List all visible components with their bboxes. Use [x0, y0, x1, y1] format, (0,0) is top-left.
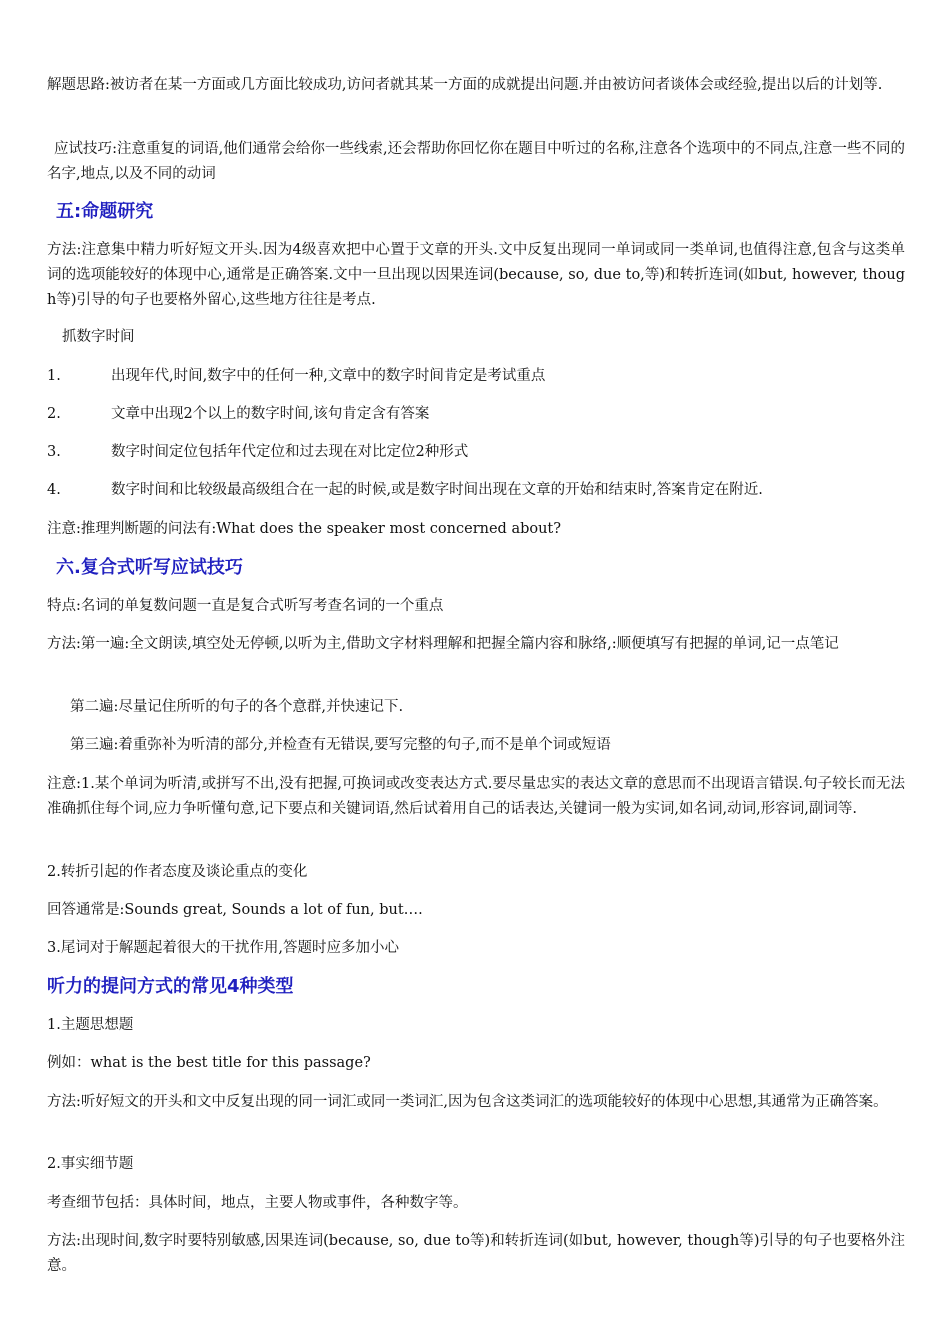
paragraph-note-2: 2.转折引起的作者态度及谈论重点的变化	[47, 864, 308, 880]
list-item-number: 1.	[47, 368, 61, 384]
list-item-number: 3.	[47, 444, 61, 460]
list-item-text: 数字时间定位包括年代定位和过去现在对比定位2种形式	[111, 444, 469, 460]
paragraph-type-2-method: 方法:出现时间,数字时要特别敏感,因果连词(because, so, due to等)和转折连词(如but, however, though等)引导的句子也要格外注意。	[47, 1233, 905, 1274]
paragraph-method-first-pass: 方法:第一遍:全文朗读,填空处无停顿,以听为主,借助文字材料理解和把握全篇内容和脉络,:顺便填写有把握的单词,记一点笔记	[47, 636, 839, 652]
list-item-text: 数字时间和比较级最高级组合在一起的时候,或是数字时间出现在文章的开始和结束时,答案肯定在附近.	[111, 482, 763, 498]
paragraph-note-3: 回答通常是:Sounds great, Sounds a lot of fun, but….	[47, 902, 423, 918]
paragraph-second-pass: 第二遍:尽量记住所听的句子的各个意群,并快速记下.	[70, 699, 404, 715]
paragraph-type-1-example: 例如：what is the best title for this passage?	[47, 1055, 371, 1071]
paragraph-test-tips: 应试技巧:注意重复的词语,他们通常会给你一些线索,还会帮助你回忆你在题目中听过的名称,注意各个选项中的不同点,注意一些不同的名字,地点,以及不同的动词	[47, 141, 905, 182]
list-item	[47, 402, 905, 427]
paragraph-note-inference: 注意:推理判断题的问法有:What does the speaker most concerned about?	[47, 521, 562, 537]
paragraph-third-pass: 第三遍:着重弥补为听清的部分,并检查有无错误,要写完整的句子,而不是单个词或短语	[70, 737, 611, 753]
list-item	[47, 364, 905, 389]
paragraph-note-1: 注意:1.某个单词为听清,或拼写不出,没有把握,可换词或改变表达方式.要尽量忠实的表达文章的意思而不出现语言错误.句子较长而无法准确抓住每个词,应力争听懂句意,记下要点和关键词语,然后试着用自己的话表达,关键词一般为实词,如名词,动词,形容词,副词等.	[47, 776, 905, 817]
list-item-number: 4.	[47, 482, 61, 498]
list-item-text: 文章中出现2个以上的数字时间,该句肯定含有答案	[111, 406, 430, 422]
section-heading-6: 六.复合式听写应试技巧	[56, 557, 243, 578]
list-item-number: 2.	[47, 406, 61, 422]
list-item	[47, 440, 905, 465]
section-heading-question-types: 听力的提问方式的常见4种类型	[47, 976, 294, 997]
paragraph-feature: 特点:名词的单复数问题一直是复合式听写考查名词的一个重点	[47, 598, 444, 614]
paragraph-note-4: 3.尾词对于解题起着很大的干扰作用,答题时应多加小心	[47, 940, 399, 956]
paragraph-method-5: 方法:注意集中精力听好短文开头.因为4级喜欢把中心置于文章的开头.文中反复出现同一单词或同一类单词,也值得注意,包含与这类单词的选项能较好的体现中心,通常是正确答案.文中一旦出现以因果连词(because, so, due to,等)和转折连词(如but, however, though等)引导的句子也要格外留心,这些地方往往是考点.	[47, 242, 905, 308]
section-heading-5: 五:命题研究	[56, 201, 154, 222]
list-item	[47, 478, 905, 503]
subheading-number-time: 抓数字时间	[62, 329, 135, 345]
paragraph-type-1: 1.主题思想题	[47, 1017, 134, 1033]
paragraph-type-1-method: 方法:听好短文的开头和文中反复出现的同一词汇或同一类词汇,因为包含这类词汇的选项能较好的体现中心思想,其通常为正确答案。	[47, 1094, 888, 1110]
paragraph-type-2: 2.事实细节题	[47, 1156, 134, 1172]
list-item-text: 出现年代,时间,数字中的任何一种,文章中的数字时间肯定是考试重点	[111, 368, 546, 384]
paragraph-solution-approach: 解题思路:被访者在某一方面或几方面比较成功,访问者就其某一方面的成就提出问题.并由被访问者谈体会或经验,提出以后的计划等.	[47, 77, 883, 93]
paragraph-type-2-scope: 考查细节包括：具体时间，地点，主要人物或事件，各种数字等。	[47, 1195, 468, 1211]
